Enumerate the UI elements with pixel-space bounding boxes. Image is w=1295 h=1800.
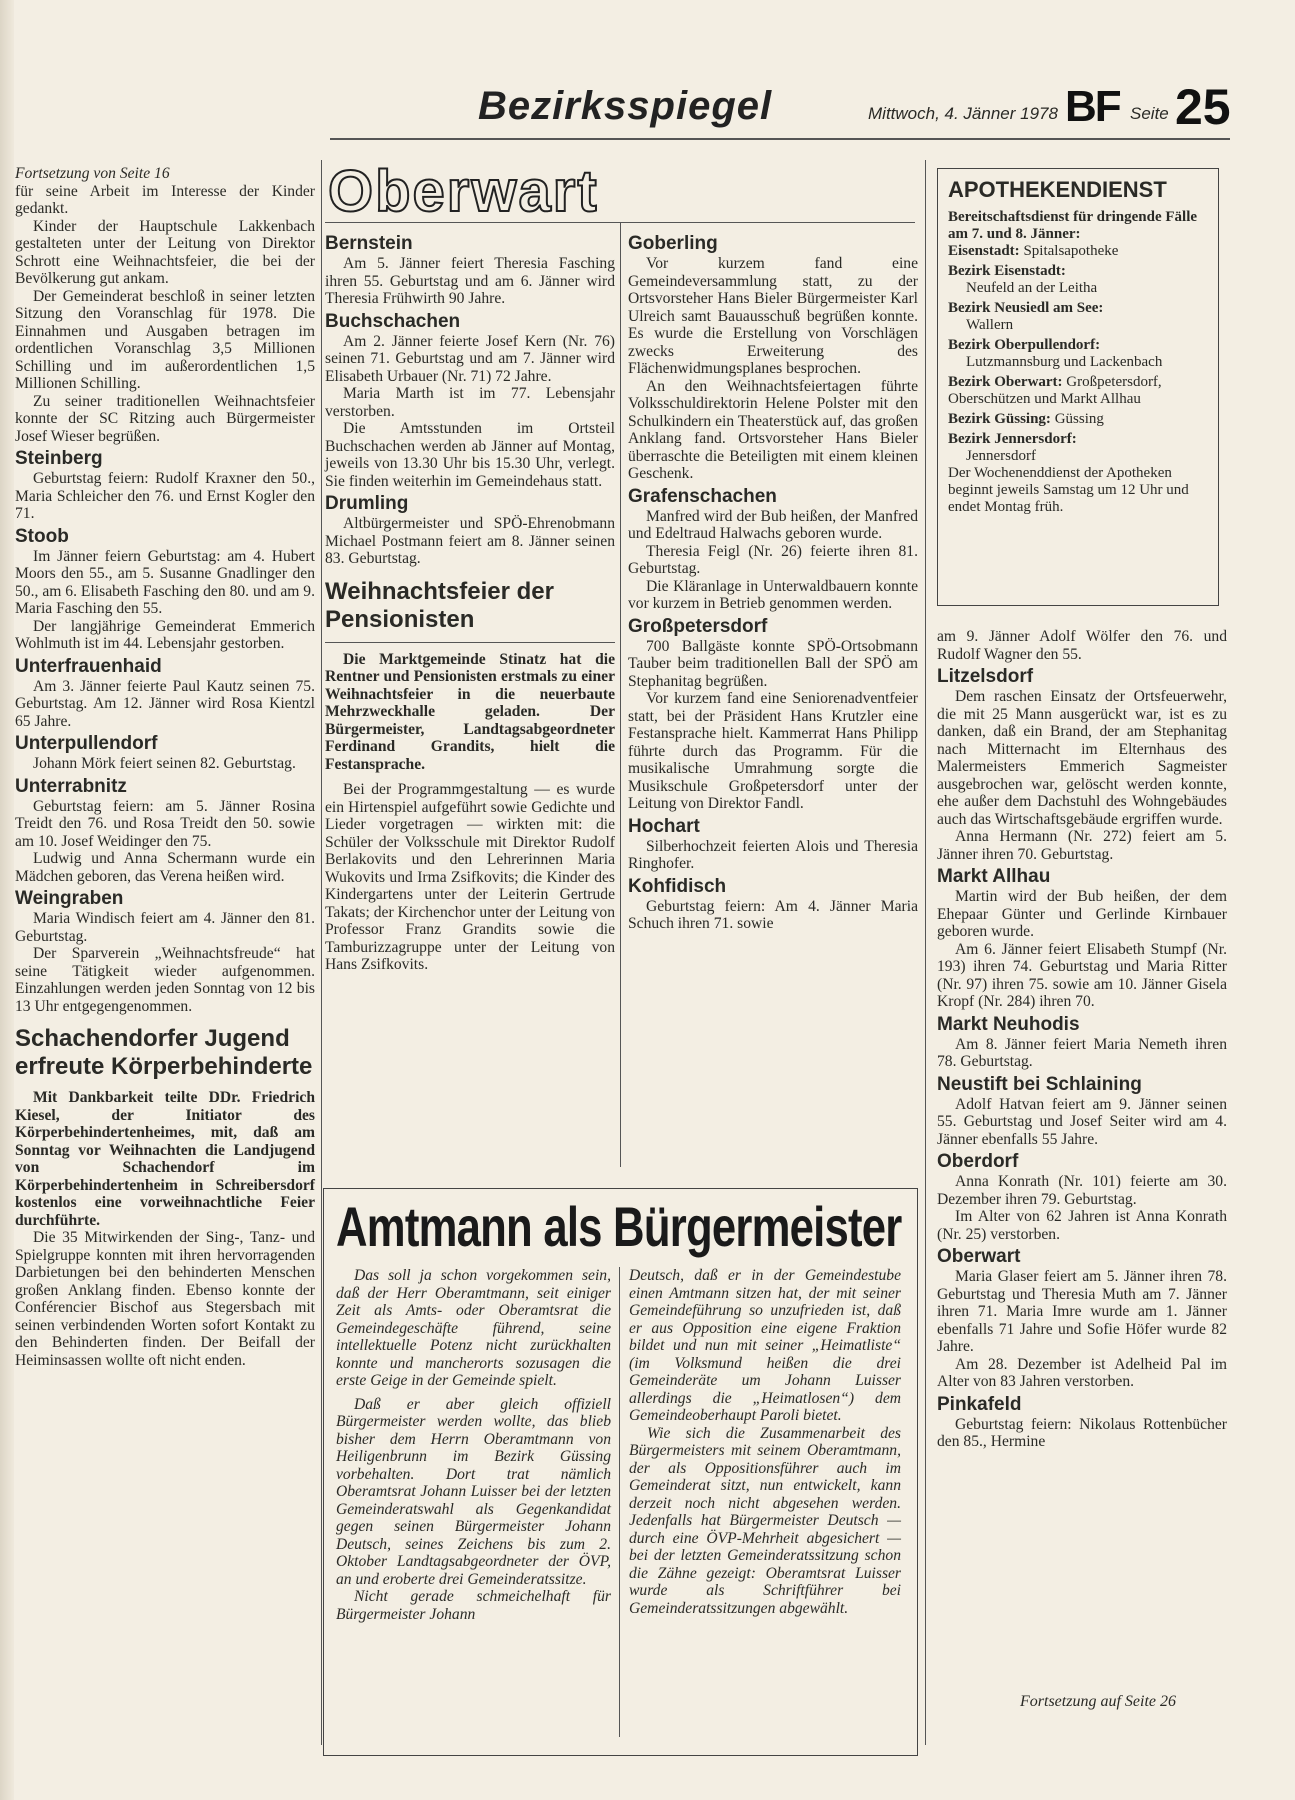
newspaper-logo: BF [1065,82,1120,131]
heading-grosspetersdorf: Großpetersdorf [628,615,768,637]
heading-unterrabnitz: Unterrabnitz [15,775,127,797]
heading-pinkafeld: Pinkafeld [937,1393,1022,1415]
apotheke-entry-value: Güssing [1054,411,1104,427]
paragraph: Theresia Feigl (Nr. 26) feierte ihren 81. Geburtstag. [628,542,918,577]
page-edge [0,0,14,1800]
heading-neustift: Neustift bei Schlaining [937,1073,1142,1095]
issue-date: Mittwoch, 4. Jänner 1978 [868,104,1058,123]
apotheke-intro: Bereitschaftsdienst für dringende Fälle am 7. und 8. Jänner: [948,209,1198,242]
paragraph: Geburtstag feiern: Rudolf Kraxner den 50., Maria Schleicher den 76. und Ernst Kogler den 71. [15,470,315,522]
paragraph: Maria Marth ist im 77. Lebensjahr verstorben. [325,385,615,420]
heading-unterfrauenhaid: Unterfrauenhaid [15,655,162,677]
lead-paragraph: Mit Dankbarkeit teilte DDr. Friedrich Kiesel, der Initiator des Körperbehindertenheimes, mit, daß am Sonntag vor Weihnachten die Landjugend von Schachendorf im Körperbehindertenheim in Schreibersdorf kostenlos eine vorweihnachtliche Feier durchführte. [15,1089,315,1229]
paragraph: am 9. Jänner Adolf Wölfer den 76. und Rudolf Wagner den 55. [937,628,1227,663]
paragraph: für seine Arbeit im Interesse der Kinder gedankt. [15,182,315,217]
apotheke-entry [948,411,1208,428]
paragraph: Dem raschen Einsatz der Ortsfeuerwehr, die mit 25 Mann ausgerückt war, ist es zu danken, daß ein Brand, der am Stephanitag nach Mitternacht im Elternhaus des Malermeisters Emmerich Sagmeister ausgebrochen war, gelöscht werden konnte, ehe außer dem Dachstuhl des Wohngebäudes auch das Wirtschaftsgebäude ergriffen wurde. [937,688,1227,828]
apotheke-entry-label: Bezirk Oberwart: [948,374,1063,390]
column-rule [620,222,621,1167]
heading-grafenschachen: Grafenschachen [628,485,777,507]
continuation-note: Fortsetzung auf Seite 26 [1020,1693,1176,1710]
page-label: Seite [1130,104,1169,123]
paragraph: Maria Glaser feiert am 5. Jänner ihren 78. Geburtstag und Theresia Muth am 7. Jänner ihren 71. Maria Imre wurde am 1. Jänner ebenfalls 71 Jahre und Sofie Höfer wurde 82 Jahre. [937,1268,1227,1355]
paragraph: Im Alter von 62 Jahren ist Anna Konrath (Nr. 25) verstorben. [937,1208,1227,1243]
apotheke-entry-value: Spitalsapotheke [1023,243,1119,259]
paragraph: Vor kurzem fand eine Gemeindeversammlung statt, zu der Ortsvorsteher Hans Bieler Bürgermeister Karl Ulreich samt Bauausschuß begrüßen konnte. Es wurde die Erstellung von Vorschlägen zwecks Erweiterung des Flächenwidmungsplanes besprochen. [628,255,918,377]
apotheke-entry-label: Bezirk Neusiedl am See: [948,300,1104,316]
heading-oberwart: Oberwart [937,1246,1021,1267]
heading-buchschachen: Buchschachen [325,310,461,332]
heading-stoob: Stoob [15,525,69,547]
paragraph: An den Weihnachtsfeiertagen führte Volksschuldirektorin Helene Polster mit den Schulkindern ein Theaterstück auf, das großen Anklang fand. Ortsvorsteher Hans Bieler überraschte die Beteiligten mit einem kleinen Geschenk. [628,377,918,482]
paragraph: Geburtstag feiern: Am 4. Jänner Maria Schuch ihren 71. sowie [628,897,918,932]
paragraph: Der langjährige Gemeinderat Emmerich Wohlmuth ist im 44. Lebensjahr gestorben. [15,617,315,652]
heading-weihnachtsfeier: Weihnachtsfeier der Pensionisten [325,577,554,633]
heading-rule [325,642,615,643]
paragraph: Maria Windisch feiert am 4. Jänner den 81. Geburtstag. [15,910,315,945]
apotheke-footer: Der Wochenenddienst der Apotheken beginnt jeweils Samstag um 12 Uhr und endet Montag früh. [948,465,1189,515]
heading-goberling: Goberling [628,233,718,254]
paragraph: 700 Ballgäste konnte SPÖ-Ortsobmann Tauber beim traditionellen Ball der SPÖ am Stephanitag begrüßen. [628,637,918,690]
amtmann-title: Amtmann als Bürgermeister [336,1195,902,1258]
section-title: Bezirksspiegel [478,84,773,128]
paragraph: Am 2. Jänner feierte Josef Kern (Nr. 76) seinen 71. Geburtstag und am 7. Jänner wird Elisabeth Urbauer (Nr. 71) 72 Jahre. [325,332,615,385]
apotheke-entry-label: Bezirk Oberpullendorf: [948,337,1101,353]
paragraph: Das soll ja schon vorgekommen sein, daß der Herr Oberamtmann, seit einiger Zeit als Amts- oder Oberamtsrat die Gemeindegeschäfte führend, seine intellektuelle Potenz nicht zurückhalten konnte und mancherorts sozusagen die erste Geige in der Gemeinde spielt. [336,1267,611,1389]
paragraph: Kinder der Hauptschule Lakkenbach gestalteten unter der Leitung von Direktor Schrott eine Weihnachtsfeier, die bei der Bevölkerung gut ankam. [15,217,315,287]
paragraph: Ludwig und Anna Schermann wurde ein Mädchen geboren, das Verena heißen wird. [15,850,315,885]
apotheke-entry-label: Bezirk Eisenstadt: [948,263,1066,279]
paragraph: Deutsch, daß er in der Gemeindestube einen Amtmann sitzen hat, der mit seiner Gemeindeführung so unzufrieden ist, daß er aus Opposition eine eigene Fraktion bildet und nun mit seiner „Heimatliste“ (im Volksmund heißen die drei Gemeinderäte um Johann Luisser allerdings die „Heimatlosen“) dem Gemeindeoberhaupt Paroli bietet. [629,1267,901,1424]
amtmann-right-column [629,1267,901,1617]
paragraph: Altbürgermeister und SPÖ-Ehrenobmann Michael Postmann feiert am 8. Jänner seinen 83. Geburtstag. [325,515,615,567]
amtmann-left-column [336,1267,611,1623]
paragraph: Am 3. Jänner feierte Paul Kautz seinen 75. Geburtstag. Am 12. Jänner wird Rosa Kientzl 65 Jahre. [15,677,315,730]
column-rule [321,160,322,1745]
column-rule [925,160,926,1745]
lead-paragraph: Die Marktgemeinde Stinatz hat die Rentner und Pensionisten erstmals zu einer Weihnachtsfeier in die neuerbaute Mehrzweckhalle geladen. Der Bürgermeister, Landtagsabgeordneter Ferdinand Grandits, hielt die Festansprache. [325,650,615,773]
paragraph: Am 5. Jänner feiert Theresia Fasching ihren 55. Geburtstag und am 6. Jänner wird Theresia Frühwirth 90 Jahre. [325,255,615,307]
paragraph: Johann Mörk feiert seinen 82. Geburtstag. [33,755,296,772]
paragraph: Die Kläranlage in Unterwaldbauern konnte vor kurzem in Betrieb genommen werden. [628,577,918,612]
paragraph: Anna Hermann (Nr. 272) feiert am 5. Jänner ihren 70. Geburtstag. [937,828,1227,863]
apotheke-entry [948,243,1208,260]
amtmann-box [323,1188,918,1756]
paragraph: Manfred wird der Bub heißen, der Manfred und Edeltraud Halwachs geboren wurde. [628,507,918,542]
apotheke-entry-label: Bezirk Güssing: [948,411,1051,427]
heading-bernstein: Bernstein [325,233,413,254]
paragraph: Anna Konrath (Nr. 101) feierte am 30. Dezember ihren 79. Geburtstag. [937,1173,1227,1208]
column-3 [628,230,918,933]
paragraph: Geburtstag feiern: Nikolaus Rottenbücher den 85., Hermine [937,1415,1227,1450]
paragraph: Martin wird der Bub heißen, der dem Ehepaar Günter und Gerlinde Kirnbauer geboren wurde. [937,888,1227,940]
heading-oberdorf: Oberdorf [937,1151,1019,1172]
heading-markt-neuhodis: Markt Neuhodis [937,1013,1080,1035]
heading-kohfidisch: Kohfidisch [628,875,727,897]
heading-markt-allhau: Markt Allhau [937,866,1051,887]
apotheke-entry-value: Wallern [966,317,1014,333]
paragraph: Am 28. Dezember ist Adelheid Pal im Alter von 83 Jahren verstorben. [937,1355,1227,1390]
apotheke-body [948,209,1208,516]
page-header [330,74,1230,134]
heading-schachendorf: Schachendorfer Jugend erfreute Körperbehinderte [15,1025,313,1080]
column-1 [15,165,315,1369]
apotheke-entry-label: Bezirk Jennersdorf: [948,431,1077,447]
paragraph: Zu seiner traditionellen Weihnachtsfeier konnte der SC Ritzing auch Bürgermeister Josef Wieser begrüßen. [15,392,315,445]
paragraph: Vor kurzem fand eine Seniorenadventfeier statt, bei der Präsident Hans Krutzler eine Festansprache hielt. Kammerrat Hans Philipp führte durch das Programm. Für die musikalische Umrahmung sorgte die Musikschule Großpetersdorf unter der Leitung von Direktor Fandl. [628,690,918,812]
paragraph: Die 35 Mitwirkenden der Sing-, Tanz- und Spielgruppe konnten mit ihren hervorragenden Darbietungen bei den behinderten Menschen großen Anklang finden. Ebenso konnte der Conférencier Bischof aus Stegersbach mit seinen verbindenden Worten sofort Kontakt zu den Behinderten finden. Der Beifall der Heiminsassen wollte oft nicht enden. [15,1229,315,1369]
paragraph: Bei der Programmgestaltung — es wurde ein Hirtenspiel aufgeführt sowie Gedichte und Lieder vorgetragen — wirkten mit: die Schüler der Volksschule mit Direktor Rudolf Berlakovits und den Lehrerinnen Maria Wukovits und Irma Zsifkovits; die Kinder des Kindergartens unter der Leiterin Gertrude Takats; der Kirchenchor unter der Leitung von Professor Franz Grandits sowie die Tamburizzagruppe unter der Leitung von Hans Zsifkovits. [325,781,615,973]
paragraph: Adolf Hatvan feiert am 9. Jänner seinen 55. Geburtstag und Josef Seiter wird am 4. Jänner ebenfalls 55 Jahre. [937,1095,1227,1148]
apotheke-entry-value: Neufeld an der Leitha [966,280,1098,296]
apotheke-title: APOTHEKENDIENST [948,177,1167,202]
heading-hochart: Hochart [628,815,700,837]
paragraph: Wie sich die Zusammenarbeit des Bürgermeisters mit seinem Oberamtmann, der als Oppositionsführer auch im Gemeinderat sitzt, nun entwickelt, kann derzeit noch nicht abgesehen werden. Jedenfalls hat Bürgermeister Deutsch — durch eine ÖVP-Mehrheit abgesichert — bei der letzten Gemeinderatssitzung schon die Zähne gezeigt: Oberamtsrat Luisser wurde als Schriftführer bei Gemeinderatssitzungen abgewählt. [629,1424,901,1617]
page-number: 25 [1175,79,1231,135]
apotheke-entry-label: Eisenstadt: [948,243,1020,259]
heading-unterpullendorf: Unterpullendorf [15,733,158,754]
column-4 [937,628,1227,1451]
column-rule [619,1267,620,1737]
paragraph: Silberhochzeit feierten Alois und Theresia Ringhofer. [628,837,918,872]
heading-drumling: Drumling [325,493,409,514]
continuation-note: Fortsetzung von Seite 16 [15,165,170,182]
apotheke-entry-value: Lutzmannsburg und Lackenbach [966,354,1163,370]
column-2 [325,230,615,974]
paragraph: Die Amtsstunden im Ortsteil Buchschachen werden ab Jänner auf Montag, jeweils von 13.30 Uhr bis 15.30 Uhr, verlegt. Sie finden weiterhin im Gemeindehaus statt. [325,420,615,490]
paragraph: Daß er aber gleich offiziell Bürgermeister werden wollte, das blieb bisher dem Herrn Oberamtmann von Heiligenbrunn im Bezirk Güssing vorbehalten. Dort trat nämlich Oberamtsrat Johann Luisser bei der letzten Gemeinderatswahl als Gegenkandidat gegen seinen Bürgermeister Johann Deutsch, seines Zeichens bis zum 2. Oktober Landtagsabgeordneter der ÖVP, an und eroberte drei Gemeinderatssitze. [336,1395,611,1588]
apotheke-entry-value: Großpetersdorf, Oberschützen und Markt Allhau [948,374,1162,407]
oberwart-banner: Oberwart [328,159,599,224]
paragraph: Am 8. Jänner feiert Maria Nemeth ihren 78. Geburtstag. [937,1035,1227,1070]
paragraph: Der Sparverein „Weihnachtsfreude“ hat seine Tätigkeit wieder aufgenommen. Einzahlungen werden jeden Sonntag von 12 bis 13 Uhr entgegengenommen. [15,945,315,1015]
paragraph: Der Gemeinderat beschloß in seiner letzten Sitzung den Voranschlag für 1978. Die Einnahmen und Ausgaben betragen im ordentlichen Voranschlag 3,5 Millionen Schilling und im außerordentlichen 1,5 Millionen Schilling. [15,287,315,392]
apotheke-entry [948,374,1208,408]
heading-weingraben: Weingraben [15,888,124,909]
header-rule [330,138,1230,140]
paragraph: Am 6. Jänner feiert Elisabeth Stumpf (Nr. 193) ihren 74. Geburtstag und Maria Ritter (Nr. 97) ihren 75. sowie am 10. Jänner Gisela Kropf (Nr. 284) ihren 70. [937,940,1227,1010]
apotheke-box [937,168,1219,606]
heading-litzelsdorf: Litzelsdorf [937,666,1034,687]
paragraph: Nicht gerade schmeichelhaft für Bürgermeister Johann [336,1588,611,1623]
heading-steinberg: Steinberg [15,448,103,469]
apotheke-entry-value: Jennersdorf [966,448,1036,464]
paragraph: Im Jänner feiern Geburtstag: am 4. Hubert Moors den 55., am 5. Susanne Gnadlinger den 50., am 6. Elisabeth Fasching den 80. und am 9. Maria Fasching den 55. [15,547,315,617]
paragraph: Geburtstag feiern: am 5. Jänner Rosina Treidt den 76. und Rosa Treidt den 50. sowie am 10. Josef Weidinger den 75. [15,797,315,850]
